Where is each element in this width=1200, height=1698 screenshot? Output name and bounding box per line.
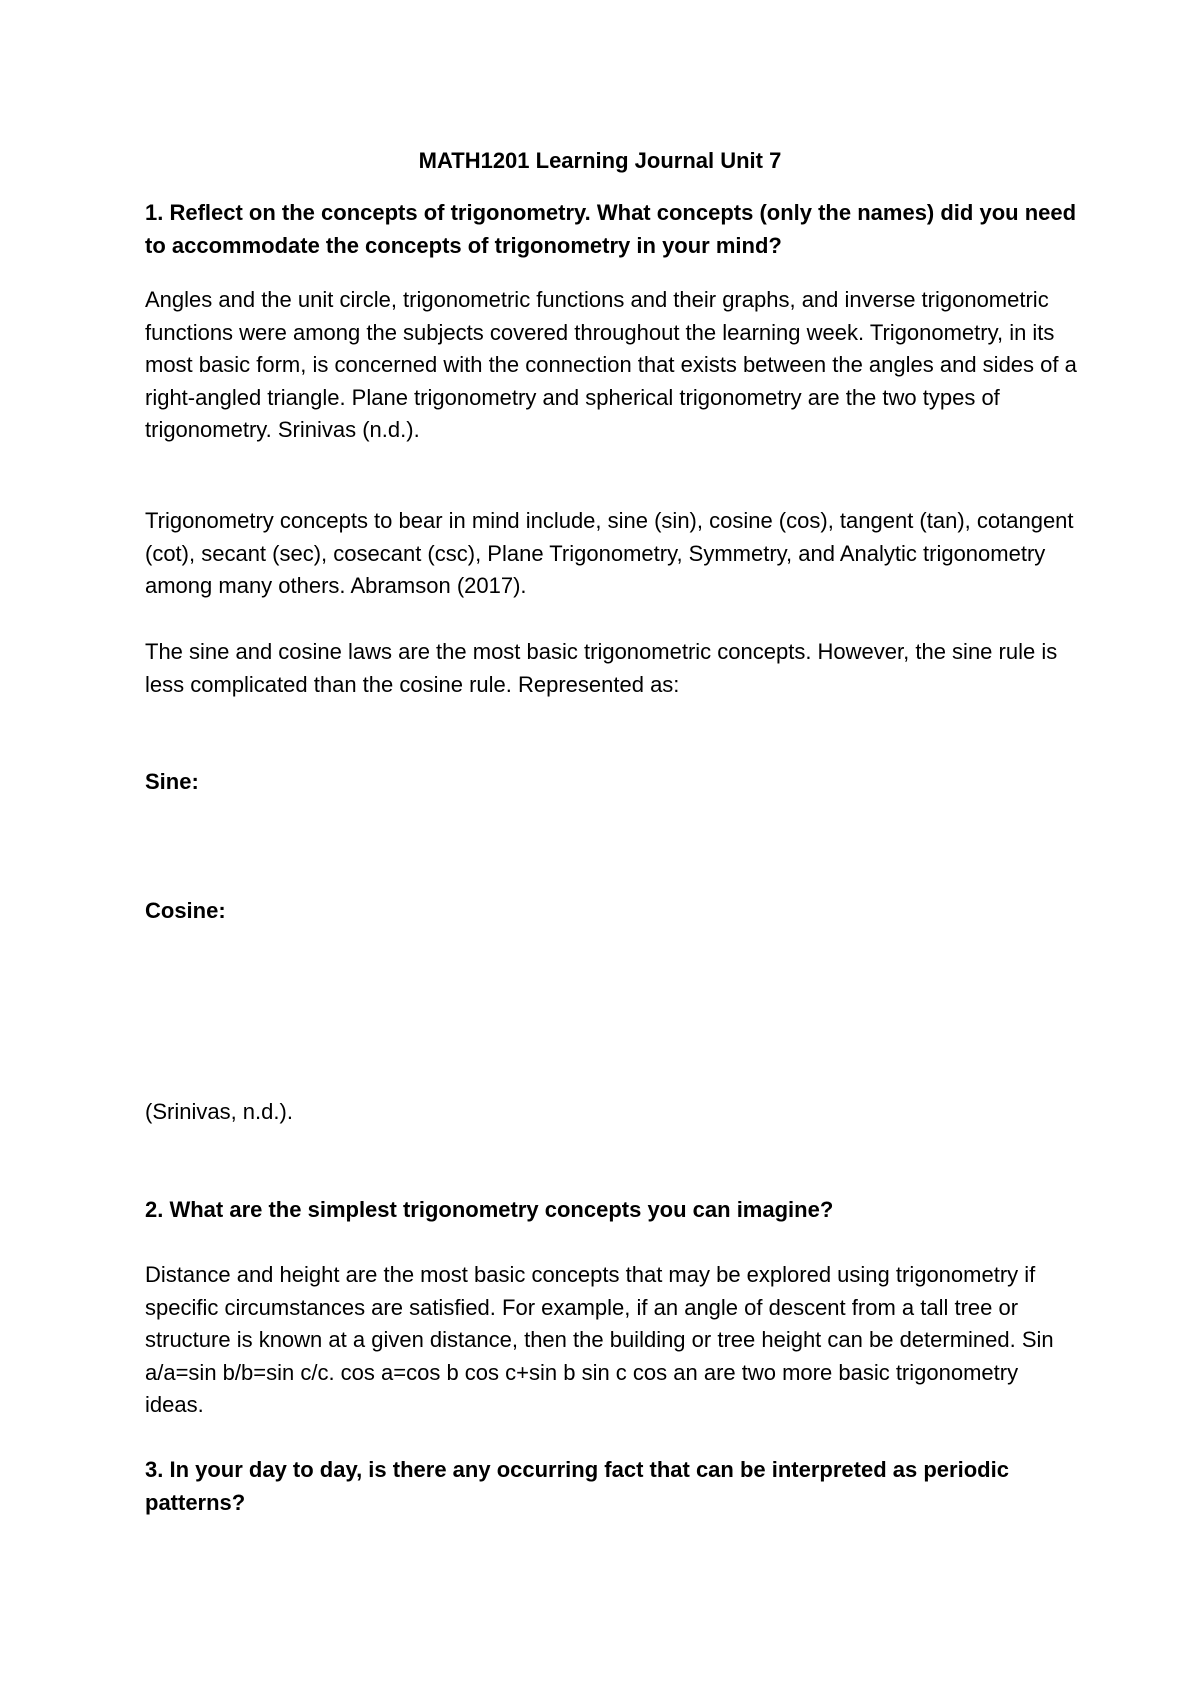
question-3: 3. In your day to day, is there any occurring fact that can be interpreted as periodic patterns? xyxy=(145,1457,1009,1515)
q1-citation: (Srinivas, n.d.). xyxy=(145,1099,293,1124)
q1-paragraph-1: Angles and the unit circle, trigonometric functions and their graphs, and inverse trigonometric functions were among the subjects covered throughout the learning week. Trigonometry, in its most basic form, is concerned with the connection that exists between the angles and sides of a right-angled triangle. Plane trigonometry and spherical trigonometry are the two types of trigonometry. Srinivas (n.d.). xyxy=(145,287,1077,442)
document-title: MATH1201 Learning Journal Unit 7 xyxy=(418,148,782,173)
q1-paragraph-2: Trigonometry concepts to bear in mind include, sine (sin), cosine (cos), tangent (tan), cotangent (cot), secant (sec), cosecant (csc), Plane Trigonometry, Symmetry, and Analytic trigonometry among many others. Abramson (2017). xyxy=(145,508,1074,598)
q2-answer: Distance and height are the most basic concepts that may be explored using trigonometry if specific circumstances are satisfied. For example, if an angle of descent from a tall tree or structure is known at a given distance, then the building or tree height can be determined. Sin a/a=sin b/b=sin c/c. cos a=cos b cos c+sin b sin c cos an are two more basic trigonometry ideas. xyxy=(145,1262,1054,1417)
cosine-label: Cosine: xyxy=(145,898,226,923)
question-1: 1. Reflect on the concepts of trigonometry. What concepts (only the names) did you need to accommodate the concepts of trigonometry in your mind? xyxy=(145,200,1077,258)
question-2: 2. What are the simplest trigonometry concepts you can imagine? xyxy=(145,1197,834,1222)
sine-label: Sine: xyxy=(145,769,199,794)
q1-paragraph-3: The sine and cosine laws are the most basic trigonometric concepts. However, the sine rule is less complicated than the cosine rule. Represented as: xyxy=(145,639,1058,697)
